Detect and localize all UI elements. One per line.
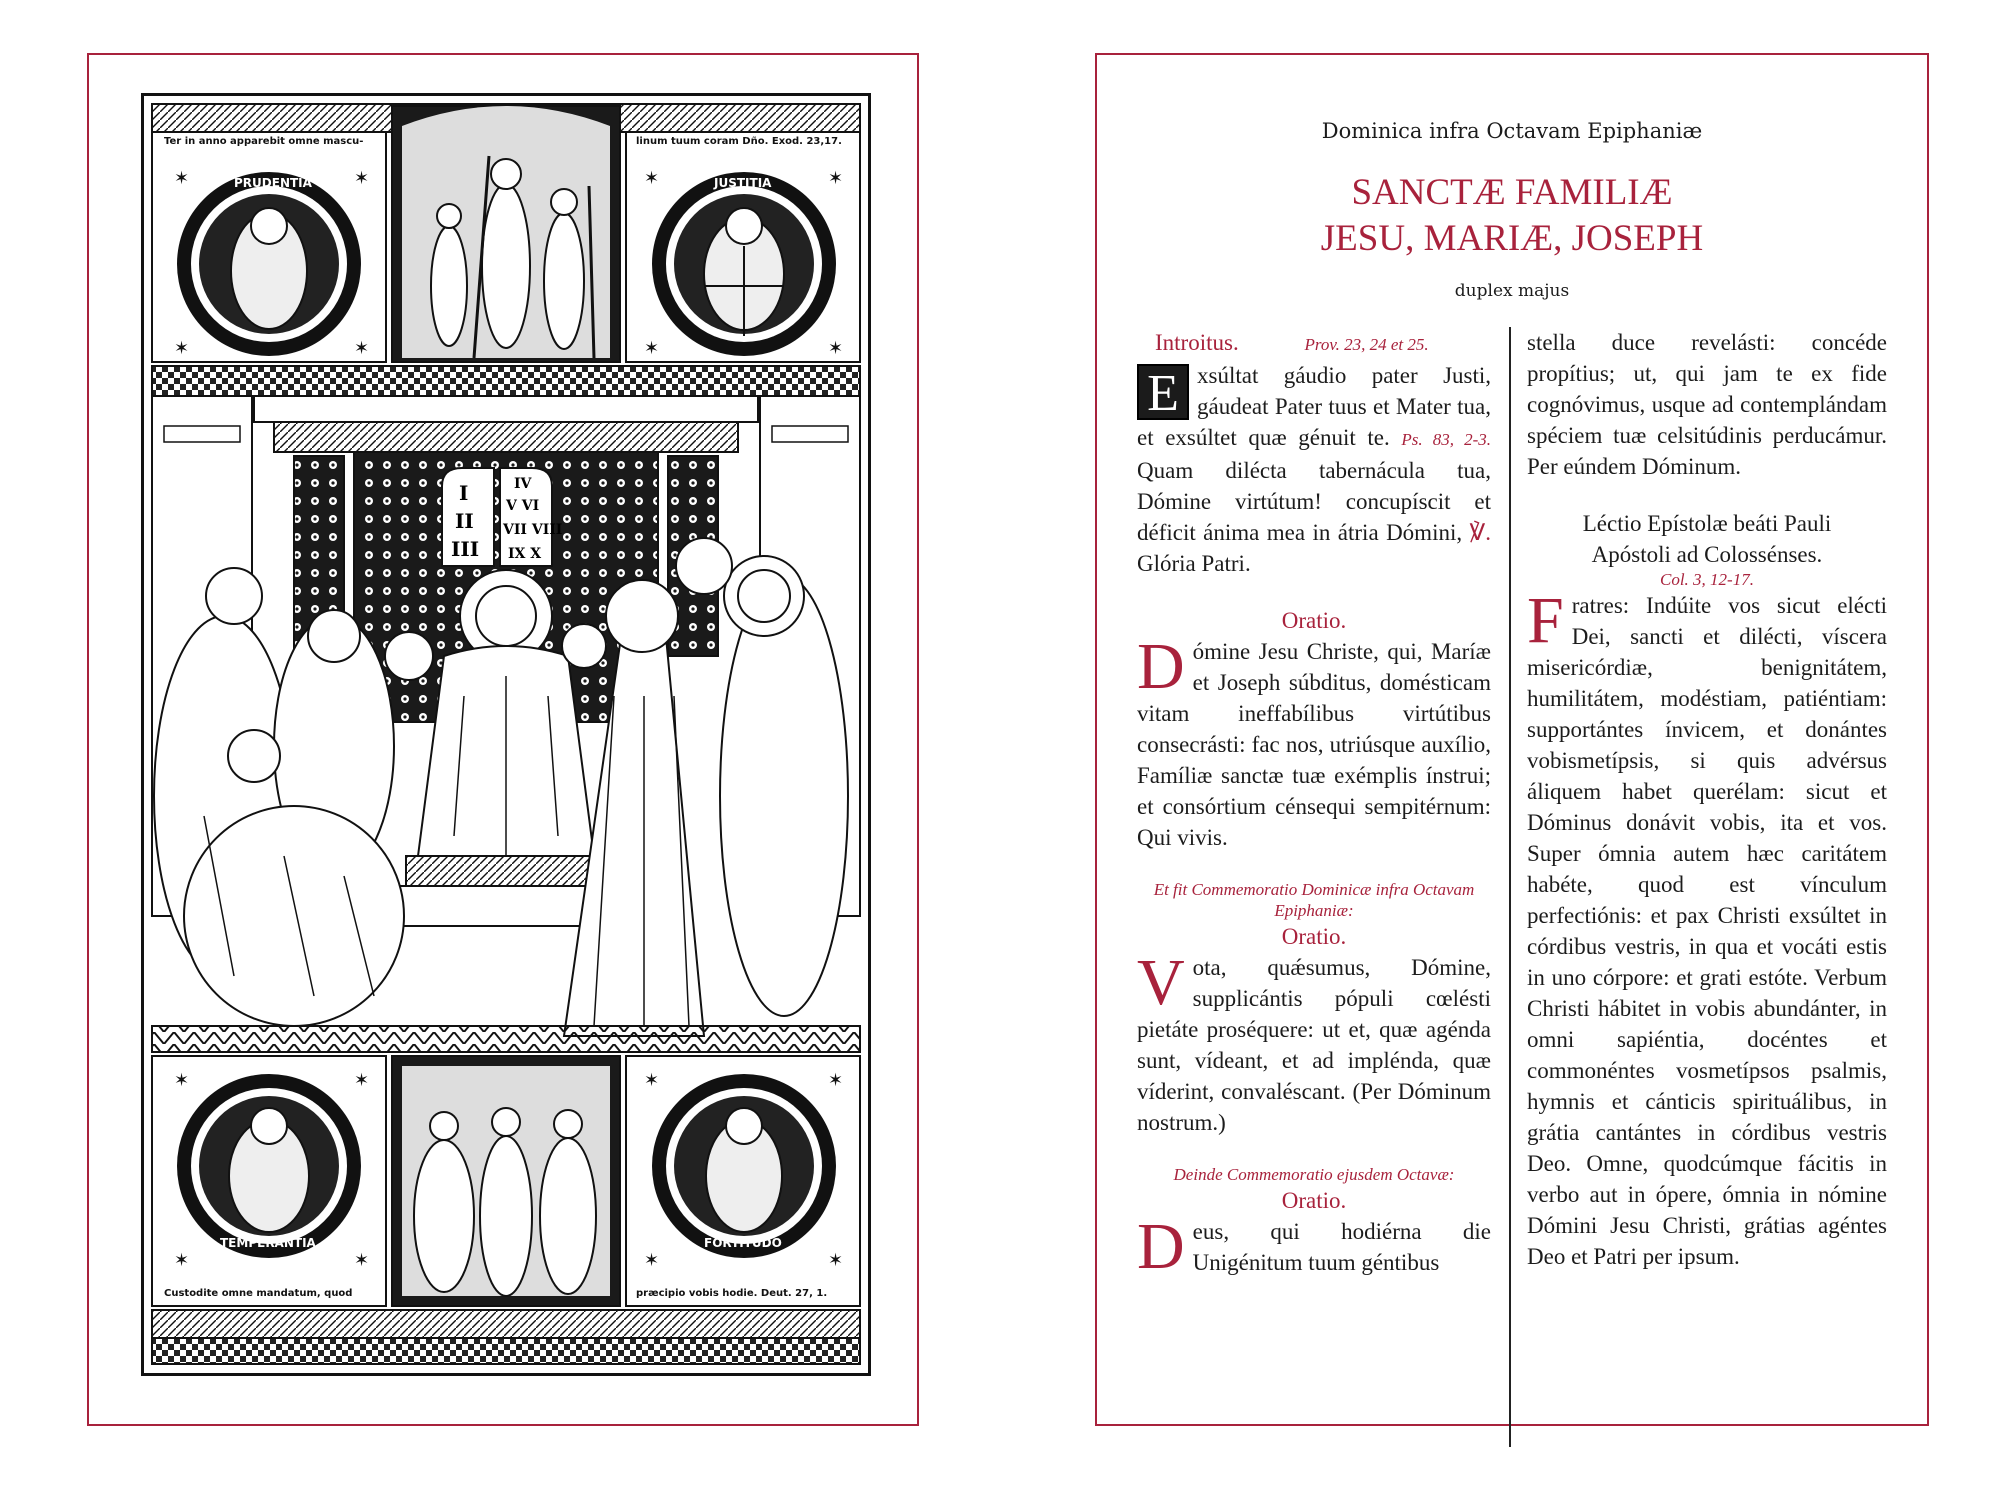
commemoratio-rubric-1: Et fit Commemoratio Dominicæ infra Octavam Epiphaniæ: bbox=[1153, 880, 1475, 920]
introit-text bbox=[1137, 360, 1491, 579]
inscription-bottom-right: præcipio vobis hodie. Deut. 27, 1. bbox=[636, 1288, 828, 1299]
svg-text:✶: ✶ bbox=[354, 168, 370, 189]
introit-text-2: Quam dilécta tabernácula tua, Dómine virtútum! concupíscit et déficit ánima mea in átria Dómini, bbox=[1137, 458, 1491, 545]
introit-text-1: xsúltat gáudio pater Justi, gáudeat Pater tuus et Mater tua, et exsúltet quæ génuit te. bbox=[1137, 363, 1491, 450]
tablet-left-3: III bbox=[451, 537, 480, 561]
epistle-heading-line-1: Léctio Epístolæ beáti Pauli bbox=[1582, 511, 1832, 536]
introit-psalm-ref: Ps. 83, 2-3. bbox=[1401, 430, 1491, 449]
svg-text:✶: ✶ bbox=[828, 168, 844, 189]
introit-label: Introitus. bbox=[1155, 330, 1239, 355]
oratio-heading-1: Oratio. bbox=[1281, 608, 1347, 633]
tablet-left-2: II bbox=[455, 509, 474, 533]
svg-text:✶: ✶ bbox=[644, 338, 660, 359]
virtue-label-temperantia: TEMPERANTIA bbox=[220, 1236, 316, 1250]
svg-text:✶: ✶ bbox=[644, 1070, 660, 1091]
introit-initial: E bbox=[1137, 364, 1189, 420]
svg-text:✶: ✶ bbox=[174, 1070, 190, 1091]
svg-text:✶: ✶ bbox=[174, 1250, 190, 1271]
feast-rank: duplex majus bbox=[1454, 281, 1570, 301]
oratio-heading-3: Oratio. bbox=[1281, 1188, 1347, 1213]
svg-text:✶: ✶ bbox=[828, 1070, 844, 1091]
oratio-continuation: stella duce revelásti: concéde propítius; ut, qui jam te ex fide cognóvimus, usque ad contemplándam spéciem tuæ celsitúdinis perducámur. Per eúndem Dóminum. bbox=[1527, 330, 1887, 479]
svg-text:✶: ✶ bbox=[644, 1250, 660, 1271]
epistle-ref: Col. 3, 12-17. bbox=[1660, 570, 1754, 589]
oratio-text-3 bbox=[1137, 1210, 1491, 1283]
oratio-body-2: ota, quǽsumus, Dómine, supplicántis pópuli cœlésti pietáte proséquere: ut et, quæ agénda sunt, vídeant, et ad impléndа, quæ víderint, convaléscant. (Per Dóminum nostrum.) bbox=[1137, 955, 1491, 1135]
tablet-right-4: IX X bbox=[508, 546, 542, 562]
tablet-right-2: V VI bbox=[506, 498, 540, 514]
text-column-left bbox=[1137, 327, 1492, 1283]
svg-text:✶: ✶ bbox=[354, 1070, 370, 1091]
svg-text:✶: ✶ bbox=[644, 168, 660, 189]
introit-heading bbox=[1137, 327, 1491, 360]
title-line-2: JESU, MARIÆ, JOSEPH bbox=[1320, 218, 1704, 259]
tablet-left-1: I bbox=[459, 481, 469, 505]
svg-text:✶: ✶ bbox=[174, 168, 190, 189]
inscription-bottom-left: Custodite omne mandatum, quod bbox=[164, 1288, 353, 1299]
inscription-top-right: linum tuum coram Dño. Exod. 23,17. bbox=[636, 136, 842, 147]
oratio-body-1: ómine Jesu Christe, qui, Maríæ et Joseph súbditus, domésticam vitam ineffabílibus virtútibus consecrásti: fac nos, utriúsque auxílio, Famíliæ sanctæ tuæ exémplis ínstrui; et consórtium cénsequi sempitérnum: Qui vivis. bbox=[1137, 639, 1491, 850]
svg-text:✶: ✶ bbox=[828, 1250, 844, 1271]
column-divider bbox=[1509, 327, 1511, 1447]
engraving-holy-family-in-temple bbox=[141, 93, 871, 1376]
epistle-initial: F bbox=[1527, 584, 1564, 657]
text-page bbox=[1095, 53, 1929, 1426]
svg-text:✶: ✶ bbox=[354, 338, 370, 359]
engraving-artwork bbox=[144, 96, 868, 1373]
introit-ref: Prov. 23, 24 et 25. bbox=[1304, 335, 1429, 354]
oratio-text-1 bbox=[1137, 630, 1491, 853]
feast-context: Dominica infra Octavam Epiphaniæ bbox=[1321, 119, 1703, 143]
epistle-body: ratres: Indúite vos sicut elécti Dei, sancti et dilécti, víscera misericórdiæ, benignitátem, humilitátem, modéstiam, patiéntiam: supportántes ínvicem, et donántes vobismetípsis, si quis advérsus áliquem habet querélam: sicut et Dóminus donávit vobis, ita et vos. Super ómnia autem hæc caritátem habéte, quod est vínculum perfectiónis: et pax Christi exsúltet in córdibus vestris, in qua et vocáti estis in uno córpore: et grati estóte. Verbum Christi hábitet in vobis abundánter, in omni sapiéntia, docéntes et commonéntes vosmetípsos psalmis, hymnis et cánticis spirituálibus, in grátia cantántes in córdibus vestris Deo. Omne, quodcúmque fácitis in verbo aut in ópere, ómnia in nómine Dómini Jesu Christi, grátias agéntes Deo et Patri per ipsum. bbox=[1527, 593, 1887, 1269]
svg-text:✶: ✶ bbox=[174, 338, 190, 359]
oratio-text-2 bbox=[1137, 946, 1491, 1138]
virtue-label-fortitudo: FORTITUDO bbox=[704, 1236, 782, 1250]
figure-joseph bbox=[720, 576, 848, 1016]
inscription-top-left: Ter in anno apparebit omne mascu- bbox=[164, 136, 364, 147]
page-title bbox=[1097, 170, 1927, 262]
tablet-right-1: IV bbox=[514, 476, 532, 492]
oratio-body-3: eus, qui hodiérna die Unigénitum tuum géntibus bbox=[1192, 1219, 1491, 1275]
oratio-initial-2: V bbox=[1137, 946, 1185, 1019]
oratio-initial-1: D bbox=[1137, 630, 1185, 703]
svg-text:✶: ✶ bbox=[828, 338, 844, 359]
virtue-label-justitia: JUSTITIA bbox=[714, 176, 772, 190]
text-column-right bbox=[1527, 327, 1887, 1272]
oratio-heading-2: Oratio. bbox=[1281, 924, 1347, 949]
epistle-heading bbox=[1527, 508, 1887, 590]
oratio-initial-3: D bbox=[1137, 1210, 1185, 1283]
title-line-1: SANCTÆ FAMILIÆ bbox=[1351, 172, 1673, 213]
epistle-heading-line-2: Apóstoli ad Colossénses. bbox=[1591, 542, 1823, 567]
svg-text:✶: ✶ bbox=[354, 1250, 370, 1271]
introit-text-3: Glória Patri. bbox=[1137, 551, 1251, 576]
versicle-mark: ℣. bbox=[1469, 520, 1492, 545]
illustration-page bbox=[87, 53, 919, 1426]
tablet-right-3: VII VIII bbox=[503, 522, 563, 538]
commemoratio-rubric-2: Deinde Commemoratio ejusdem Octavæ: bbox=[1173, 1165, 1455, 1184]
epistle-text bbox=[1527, 584, 1887, 1272]
virtue-label-prudentia: PRUDENTIA bbox=[234, 176, 312, 190]
